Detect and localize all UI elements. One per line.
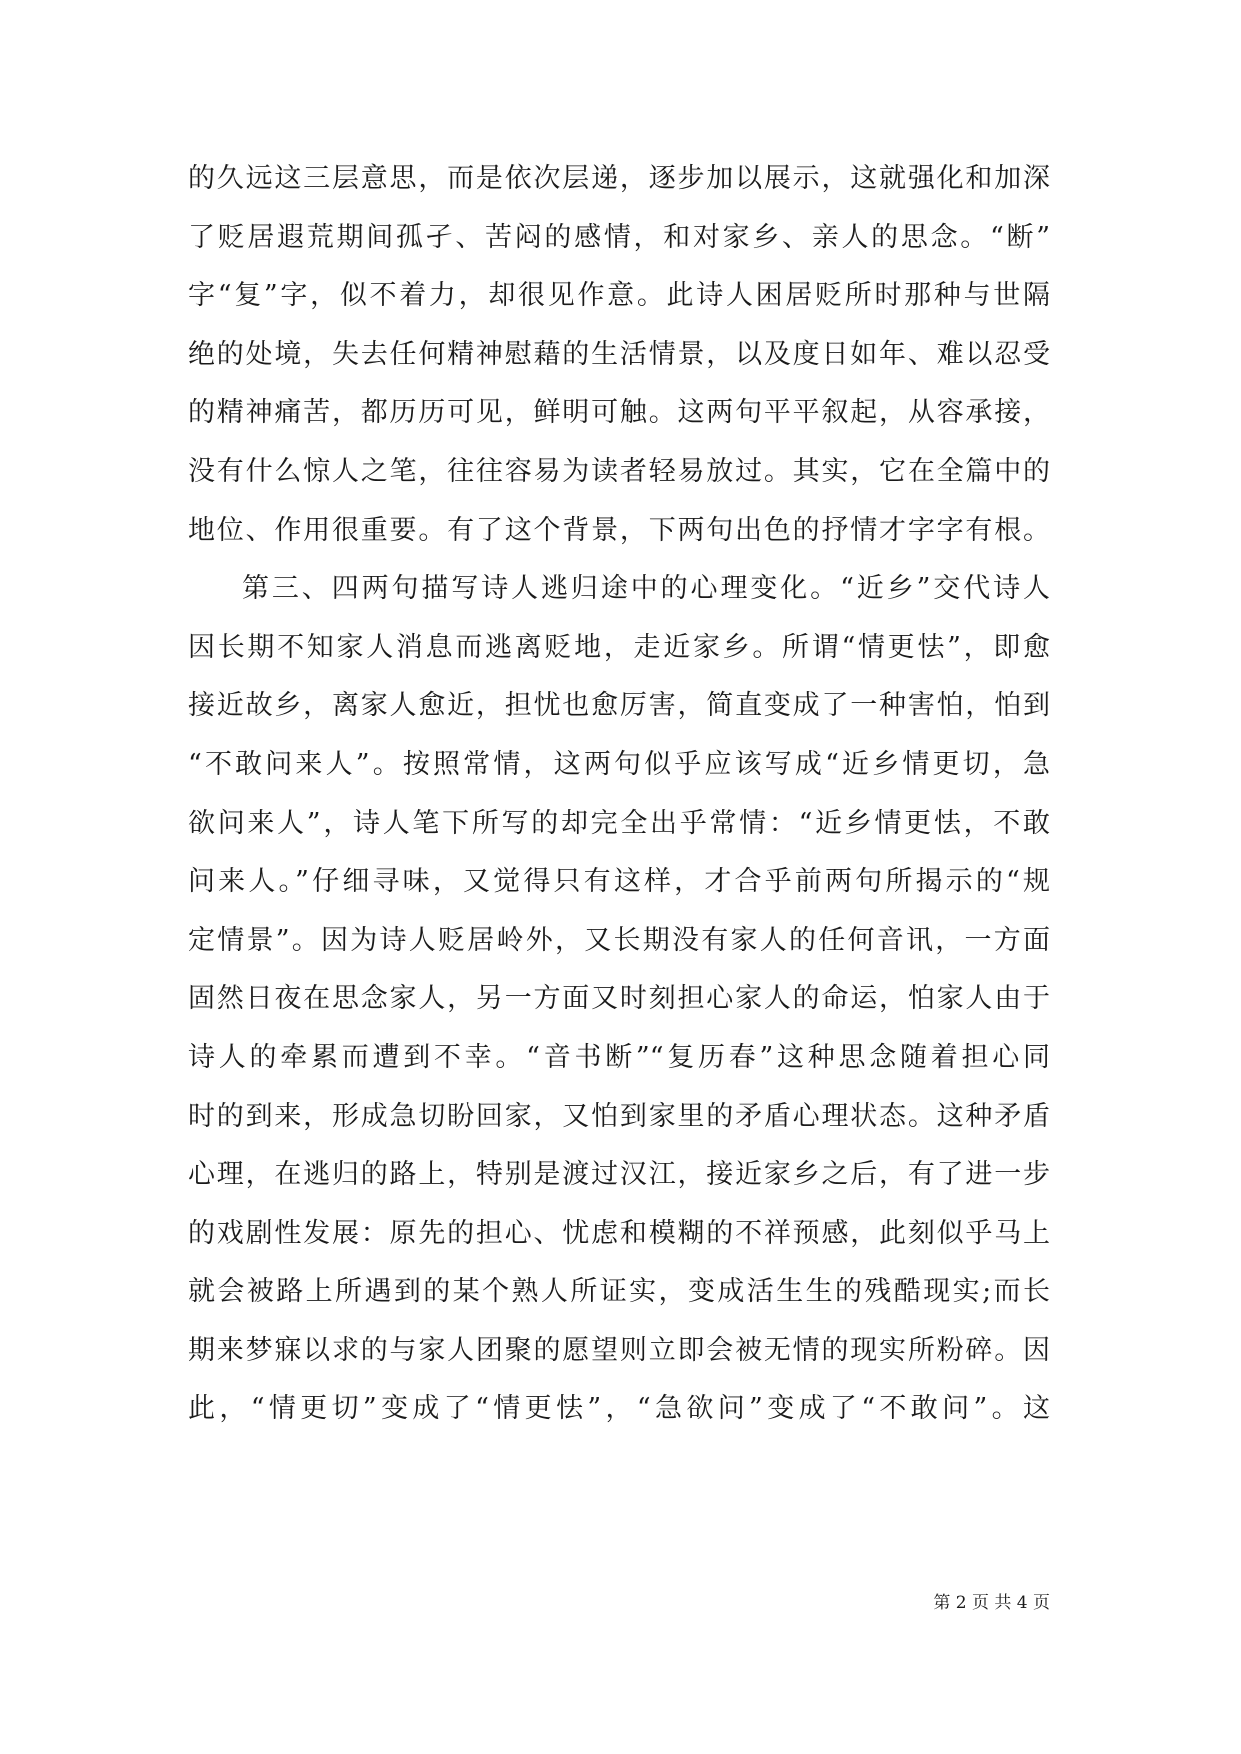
text-line: 时的到来，形成急切盼回家，又怕到家里的矛盾心理状态。这种矛盾 [188, 1100, 1050, 1132]
text-line: 了贬居遐荒期间孤孑、苦闷的感情，和对家乡、亲人的思念。“断” [188, 221, 1050, 253]
text-line: 的久远这三层意思，而是依次层递，逐步加以展示，这就强化和加深 [188, 163, 1050, 194]
text-line: 心理，在逃归的路上，特别是渡过汉江，接近家乡之后，有了进一步 [188, 1159, 1050, 1191]
text-line: 就会被路上所遇到的某个熟人所证实，变成活生生的残酷现实;而长 [188, 1276, 1050, 1308]
text-line: 的戏剧性发展：原先的担心、忧虑和模糊的不祥预感，此刻似乎马上 [188, 1217, 1050, 1249]
text-line: 接近故乡，离家人愈近，担忧也愈厉害，简直变成了一种害怕，怕到 [188, 690, 1050, 722]
text-line: 地位、作用很重要。有了这个背景，下两句出色的抒情才字字有根。 [188, 514, 1050, 546]
text-line: 没有什么惊人之笔，往往容易为读者轻易放过。其实，它在全篇中的 [188, 455, 1050, 487]
text-line: 定情景”。因为诗人贬居岭外，又长期没有家人的任何音讯，一方面 [188, 924, 1050, 956]
paragraph-first-line: 第三、四两句描写诗人逃归途中的心理变化。“近乡”交代诗人 [242, 573, 1050, 605]
text-line: 诗人的牵累而遭到不幸。“音书断”“复历春”这种思念随着担心同 [188, 1041, 1050, 1073]
text-line: 字“复”字，似不着力，却很见作意。此诗人困居贬所时那种与世隔 [188, 280, 1050, 312]
text-line: 问来人。”仔细寻味，又觉得只有这样，才合乎前两句所揭示的“规 [188, 866, 1050, 898]
page-number-footer: 第 2 页 共 4 页 [933, 1593, 1050, 1613]
text-line: 欲问来人”，诗人笔下所写的却完全出乎常情：“近乡情更怯，不敢 [188, 807, 1050, 839]
body-text [188, 150, 1050, 1439]
text-line: 的精神痛苦，都历历可见，鲜明可触。这两句平平叙起，从容承接， [188, 397, 1050, 429]
text-line: 因长期不知家人消息而逃离贬地，走近家乡。所谓“情更怯”，即愈 [188, 631, 1050, 663]
text-line: “不敢问来人”。按照常情，这两句似乎应该写成“近乡情更切，急 [188, 748, 1050, 780]
text-line: 期来梦寐以求的与家人团聚的愿望则立即会被无情的现实所粉碎。因 [188, 1334, 1050, 1366]
text-line: 此，“情更切”变成了“情更怯”，“急欲问”变成了“不敢问”。这 [188, 1393, 1050, 1425]
text-line: 固然日夜在思念家人，另一方面又时刻担心家人的命运，怕家人由于 [188, 983, 1050, 1015]
text-line: 绝的处境，失去任何精神慰藉的生活情景，以及度日如年、难以忍受 [188, 338, 1050, 370]
